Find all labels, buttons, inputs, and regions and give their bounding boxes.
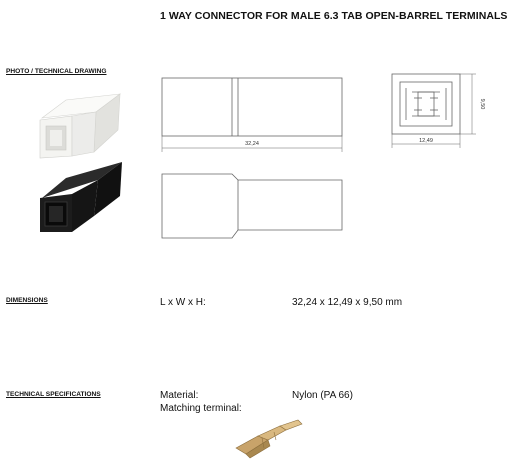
section-label-photo: PHOTO / TECHNICAL DRAWING <box>6 68 107 75</box>
length-dimension: 32,24 <box>245 141 259 147</box>
page-title: 1 WAY CONNECTOR FOR MALE 6.3 TAB OPEN-BARREL TERMINALS <box>160 10 508 22</box>
white-connector-image <box>40 94 120 158</box>
height-dimension: 9,50 <box>479 98 485 110</box>
section-label-specs: TECHNICAL SPECIFICATIONS <box>6 391 101 398</box>
section-label-dimensions: DIMENSIONS <box>6 297 48 304</box>
matching-terminal-key: Matching terminal: <box>160 403 242 414</box>
front-view-drawing <box>384 68 494 154</box>
black-connector-image <box>40 162 122 232</box>
dimensions-value: 32,24 x 12,49 x 9,50 mm <box>292 297 403 308</box>
width-dimension: 12,49 <box>419 138 433 144</box>
connector-photo <box>36 80 126 240</box>
top-view-drawing <box>150 168 360 246</box>
material-key: Material: <box>160 390 199 401</box>
side-view-drawing <box>150 68 360 160</box>
material-value: Nylon (PA 66) <box>292 390 353 401</box>
terminal-image <box>228 418 308 460</box>
dimensions-key: L x W x H: <box>160 297 206 308</box>
